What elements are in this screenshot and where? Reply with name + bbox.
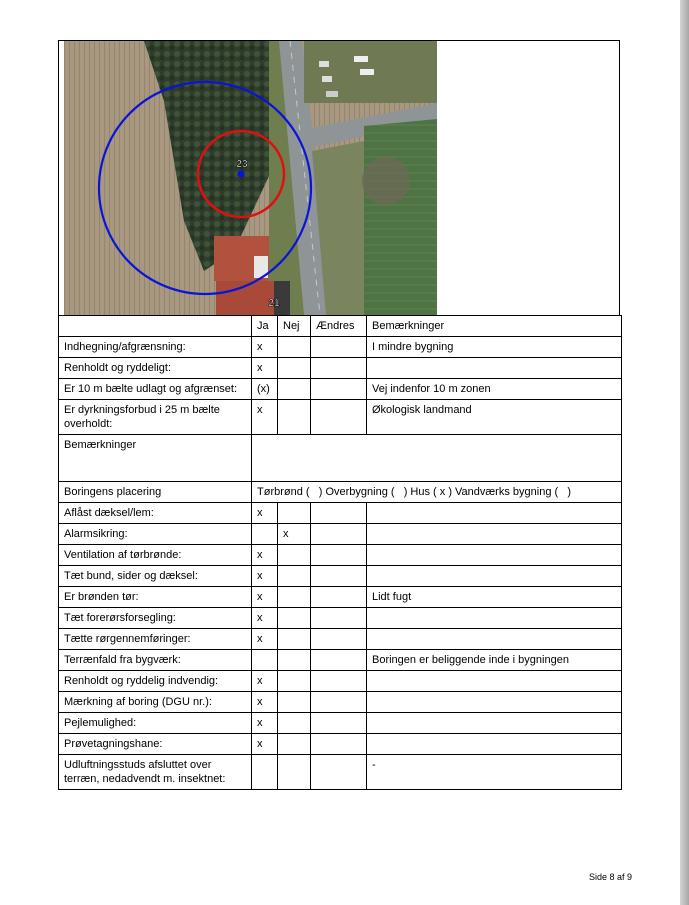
nej-cell xyxy=(278,629,311,650)
note-cell: Økologisk landmand xyxy=(367,400,622,435)
note-cell: Vej indenfor 10 m zonen xyxy=(367,379,622,400)
ja-cell: x xyxy=(252,566,278,587)
table-row xyxy=(59,734,622,755)
header-aendres: Ændres xyxy=(311,316,367,337)
ja-cell: x xyxy=(252,671,278,692)
ja-cell: x xyxy=(252,692,278,713)
ja-cell: x xyxy=(252,337,278,358)
ja-cell xyxy=(252,524,278,545)
note-cell: Boringen er beliggende inde i bygningen xyxy=(367,650,622,671)
header-blank xyxy=(59,316,252,337)
aendres-cell xyxy=(311,400,367,435)
header-ja: Ja xyxy=(252,316,278,337)
row-label: Alarmsikring: xyxy=(59,524,252,545)
table-row xyxy=(59,358,622,379)
table-row xyxy=(59,587,622,608)
aendres-cell xyxy=(311,713,367,734)
nej-cell xyxy=(278,608,311,629)
page-number: Side 8 af 9 xyxy=(589,872,633,882)
note-cell: - xyxy=(367,755,622,790)
ja-cell: x xyxy=(252,587,278,608)
table-row xyxy=(59,755,622,790)
row-label: Er 10 m bælte udlagt og afgrænset: xyxy=(59,379,252,400)
note-cell xyxy=(367,524,622,545)
well-point-label: 23 xyxy=(236,159,248,170)
table-row xyxy=(59,503,622,524)
aendres-cell xyxy=(311,755,367,790)
table-row xyxy=(59,608,622,629)
note-cell: Lidt fugt xyxy=(367,587,622,608)
aendres-cell xyxy=(311,566,367,587)
nej-cell xyxy=(278,734,311,755)
aendres-cell xyxy=(311,608,367,629)
note-cell: I mindre bygning xyxy=(367,337,622,358)
table-header-row xyxy=(59,316,622,337)
page-edge-shadow xyxy=(680,0,689,905)
note-cell xyxy=(367,692,622,713)
nej-cell xyxy=(278,755,311,790)
ja-cell: x xyxy=(252,358,278,379)
ja-cell: (x) xyxy=(252,379,278,400)
remarks-label: Bemærkninger xyxy=(59,435,252,482)
row-label: Indhegning/afgrænsning: xyxy=(59,337,252,358)
ja-cell: x xyxy=(252,629,278,650)
row-label: Renholdt og ryddelig indvendig: xyxy=(59,671,252,692)
nej-cell xyxy=(278,400,311,435)
row-label: Terrænfald fra bygværk: xyxy=(59,650,252,671)
ja-cell: x xyxy=(252,503,278,524)
aerial-map-frame xyxy=(58,40,620,315)
aerial-map xyxy=(64,41,437,315)
note-cell xyxy=(367,671,622,692)
table-row xyxy=(59,524,622,545)
row-label: Prøvetagningshane: xyxy=(59,734,252,755)
ja-cell: x xyxy=(252,713,278,734)
note-cell xyxy=(367,358,622,379)
table-row xyxy=(59,545,622,566)
nej-cell xyxy=(278,650,311,671)
aendres-cell xyxy=(311,337,367,358)
note-cell xyxy=(367,503,622,524)
row-label: Udluftningsstuds afsluttet over terræn, nedadvendt m. insektnet: xyxy=(59,755,252,790)
nej-cell xyxy=(278,587,311,608)
table-row xyxy=(59,692,622,713)
aendres-cell xyxy=(311,545,367,566)
aendres-cell xyxy=(311,629,367,650)
row-label: Ventilation af tørbrønde: xyxy=(59,545,252,566)
nej-cell xyxy=(278,566,311,587)
nej-cell xyxy=(278,358,311,379)
row-label: Pejlemulighed: xyxy=(59,713,252,734)
row-label: Aflåst dæksel/lem: xyxy=(59,503,252,524)
aendres-cell xyxy=(311,524,367,545)
green-field xyxy=(364,119,437,315)
table-row xyxy=(59,713,622,734)
table-row xyxy=(59,337,622,358)
note-cell xyxy=(367,629,622,650)
nej-cell xyxy=(278,337,311,358)
nej-cell: x xyxy=(278,524,311,545)
row-label: Tætte rørgennemføringer: xyxy=(59,629,252,650)
aendres-cell xyxy=(311,358,367,379)
row-label: Tæt bund, sider og dæksel: xyxy=(59,566,252,587)
note-cell xyxy=(367,734,622,755)
nej-cell xyxy=(278,379,311,400)
row-label: Tæt forerørsforsegling: xyxy=(59,608,252,629)
table-row xyxy=(59,629,622,650)
row-label: Er brønden tør: xyxy=(59,587,252,608)
nej-cell xyxy=(278,692,311,713)
placement-label: Boringens placering xyxy=(59,482,252,503)
inspection-table xyxy=(58,315,622,790)
row-label: Er dyrkningsforbud i 25 m bælte overholdt: xyxy=(59,400,252,435)
note-cell xyxy=(367,713,622,734)
row-label: Renholdt og ryddeligt: xyxy=(59,358,252,379)
aendres-cell xyxy=(311,587,367,608)
placement-row xyxy=(59,482,622,503)
note-cell xyxy=(367,545,622,566)
table-row xyxy=(59,379,622,400)
aendres-cell xyxy=(311,692,367,713)
table-row xyxy=(59,650,622,671)
aendres-cell xyxy=(311,671,367,692)
note-cell xyxy=(367,608,622,629)
nej-cell xyxy=(278,503,311,524)
aendres-cell xyxy=(311,379,367,400)
table-row xyxy=(59,566,622,587)
nej-cell xyxy=(278,545,311,566)
aendres-cell xyxy=(311,734,367,755)
aendres-cell xyxy=(311,503,367,524)
ja-cell: x xyxy=(252,545,278,566)
header-nej: Nej xyxy=(278,316,311,337)
ja-cell: x xyxy=(252,608,278,629)
remarks-row xyxy=(59,435,622,482)
ja-cell: x xyxy=(252,734,278,755)
ja-cell xyxy=(252,650,278,671)
remarks-value xyxy=(252,435,622,482)
placement-value: Tørbrønd ( ) Overbygning ( ) Hus ( x ) Vandværks bygning ( ) xyxy=(252,482,622,503)
well-point xyxy=(238,171,245,178)
ja-cell xyxy=(252,755,278,790)
nej-cell xyxy=(278,713,311,734)
ja-cell: x xyxy=(252,400,278,435)
neighbor-point-label: 21 xyxy=(268,298,280,309)
table-row xyxy=(59,671,622,692)
nej-cell xyxy=(278,671,311,692)
header-notes: Bemærkninger xyxy=(367,316,622,337)
note-cell xyxy=(367,566,622,587)
aendres-cell xyxy=(311,650,367,671)
table-row xyxy=(59,400,622,435)
row-label: Mærkning af boring (DGU nr.): xyxy=(59,692,252,713)
